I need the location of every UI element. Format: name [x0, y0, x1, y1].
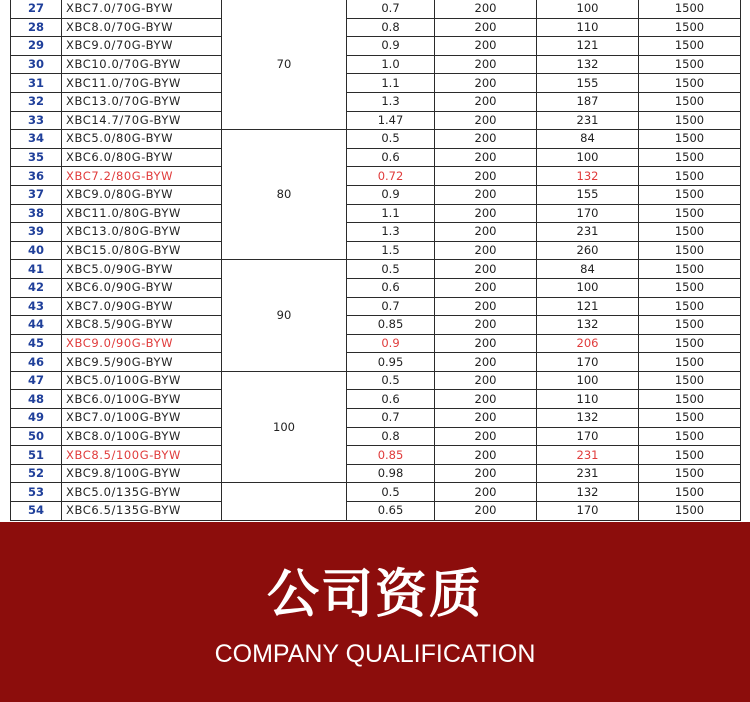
value-a-cell: 200 — [435, 74, 537, 93]
row-number-cell: 45 — [11, 334, 62, 353]
table-row — [11, 0, 741, 18]
value-c-cell: 1500 — [639, 148, 741, 167]
table-row — [11, 371, 741, 390]
value-cell: 1.5 — [347, 241, 435, 260]
value-a-cell: 200 — [435, 130, 537, 149]
value-c-cell: 1500 — [639, 18, 741, 37]
value-c-cell: 1500 — [639, 446, 741, 465]
value-cell: 0.7 — [347, 0, 435, 18]
row-number-cell: 41 — [11, 260, 62, 279]
row-number-cell: 30 — [11, 55, 62, 74]
table-row — [11, 353, 741, 372]
model-cell: XBC5.0/135G-BYW — [62, 483, 222, 502]
group-cell: 80 — [222, 130, 347, 260]
table-row — [11, 204, 741, 223]
table-row — [11, 37, 741, 56]
model-cell: XBC8.0/70G-BYW — [62, 18, 222, 37]
row-number-cell: 28 — [11, 18, 62, 37]
model-cell: XBC14.7/70G-BYW — [62, 111, 222, 130]
value-b-cell: 231 — [537, 446, 639, 465]
table-row — [11, 278, 741, 297]
value-cell: 1.47 — [347, 111, 435, 130]
value-cell: 0.65 — [347, 502, 435, 521]
value-b-cell: 155 — [537, 185, 639, 204]
value-cell: 0.6 — [347, 390, 435, 409]
value-a-cell: 200 — [435, 167, 537, 186]
value-c-cell: 1500 — [639, 185, 741, 204]
value-cell: 0.5 — [347, 130, 435, 149]
banner-title: 公司资质 — [266, 565, 483, 625]
value-a-cell: 200 — [435, 502, 537, 521]
value-b-cell: 132 — [537, 167, 639, 186]
group-cell: 90 — [222, 260, 347, 372]
table-row — [11, 446, 741, 465]
model-cell: XBC8.5/100G-BYW — [62, 446, 222, 465]
row-number-cell: 33 — [11, 111, 62, 130]
row-number-cell: 37 — [11, 185, 62, 204]
table-row — [11, 316, 741, 335]
table-row — [11, 111, 741, 130]
value-c-cell: 1500 — [639, 390, 741, 409]
value-a-cell: 200 — [435, 148, 537, 167]
value-a-cell: 200 — [435, 185, 537, 204]
spec-table-body — [11, 0, 741, 520]
row-number-cell: 50 — [11, 427, 62, 446]
model-cell: XBC11.0/80G-BYW — [62, 204, 222, 223]
model-cell: XBC7.2/80G-BYW — [62, 167, 222, 186]
table-row — [11, 427, 741, 446]
row-number-cell: 54 — [11, 502, 62, 521]
row-number-cell: 40 — [11, 241, 62, 260]
value-c-cell: 1500 — [639, 167, 741, 186]
row-number-cell: 48 — [11, 390, 62, 409]
model-cell: XBC13.0/80G-BYW — [62, 223, 222, 242]
value-cell: 0.85 — [347, 316, 435, 335]
value-a-cell: 200 — [435, 297, 537, 316]
value-c-cell: 1500 — [639, 464, 741, 483]
value-a-cell: 200 — [435, 316, 537, 335]
table-row — [11, 92, 741, 111]
value-c-cell: 1500 — [639, 0, 741, 18]
value-c-cell: 1500 — [639, 260, 741, 279]
table-row — [11, 409, 741, 428]
model-cell: XBC8.5/90G-BYW — [62, 316, 222, 335]
value-c-cell: 1500 — [639, 130, 741, 149]
value-b-cell: 100 — [537, 0, 639, 18]
spec-table — [10, 0, 741, 521]
value-cell: 0.9 — [347, 334, 435, 353]
value-b-cell: 121 — [537, 37, 639, 56]
value-cell: 0.6 — [347, 278, 435, 297]
value-a-cell: 200 — [435, 223, 537, 242]
row-number-cell: 31 — [11, 74, 62, 93]
table-row — [11, 260, 741, 279]
model-cell: XBC5.0/80G-BYW — [62, 130, 222, 149]
value-b-cell: 132 — [537, 483, 639, 502]
value-a-cell: 200 — [435, 18, 537, 37]
value-b-cell: 100 — [537, 278, 639, 297]
row-number-cell: 27 — [11, 0, 62, 18]
value-c-cell: 1500 — [639, 204, 741, 223]
model-cell: XBC11.0/70G-BYW — [62, 74, 222, 93]
model-cell: XBC10.0/70G-BYW — [62, 55, 222, 74]
table-row — [11, 297, 741, 316]
row-number-cell: 34 — [11, 130, 62, 149]
value-b-cell: 231 — [537, 111, 639, 130]
row-number-cell: 38 — [11, 204, 62, 223]
table-row — [11, 74, 741, 93]
value-b-cell: 132 — [537, 316, 639, 335]
value-b-cell: 84 — [537, 130, 639, 149]
value-c-cell: 1500 — [639, 223, 741, 242]
value-b-cell: 260 — [537, 241, 639, 260]
value-cell: 0.8 — [347, 18, 435, 37]
value-cell: 0.8 — [347, 427, 435, 446]
value-a-cell: 200 — [435, 204, 537, 223]
value-cell: 1.3 — [347, 223, 435, 242]
value-c-cell: 1500 — [639, 483, 741, 502]
table-row — [11, 390, 741, 409]
value-b-cell: 121 — [537, 297, 639, 316]
value-a-cell: 200 — [435, 241, 537, 260]
model-cell: XBC9.0/80G-BYW — [62, 185, 222, 204]
value-cell: 0.9 — [347, 37, 435, 56]
model-cell: XBC8.0/100G-BYW — [62, 427, 222, 446]
value-a-cell: 200 — [435, 278, 537, 297]
value-cell: 0.85 — [347, 446, 435, 465]
row-number-cell: 49 — [11, 409, 62, 428]
value-cell: 1.0 — [347, 55, 435, 74]
value-c-cell: 1500 — [639, 427, 741, 446]
value-cell: 0.5 — [347, 483, 435, 502]
value-b-cell: 100 — [537, 148, 639, 167]
value-a-cell: 200 — [435, 111, 537, 130]
row-number-cell: 35 — [11, 148, 62, 167]
model-cell: XBC5.0/100G-BYW — [62, 371, 222, 390]
value-b-cell: 170 — [537, 502, 639, 521]
group-cell: 100 — [222, 371, 347, 483]
value-b-cell: 170 — [537, 427, 639, 446]
model-cell: XBC6.0/80G-BYW — [62, 148, 222, 167]
value-cell: 1.1 — [347, 204, 435, 223]
model-cell: XBC15.0/80G-BYW — [62, 241, 222, 260]
value-c-cell: 1500 — [639, 371, 741, 390]
value-b-cell: 132 — [537, 409, 639, 428]
table-row — [11, 167, 741, 186]
model-cell: XBC9.0/90G-BYW — [62, 334, 222, 353]
group-cell: 70 — [222, 0, 347, 130]
value-cell: 0.5 — [347, 260, 435, 279]
row-number-cell: 29 — [11, 37, 62, 56]
value-a-cell: 200 — [435, 92, 537, 111]
value-cell: 0.95 — [347, 353, 435, 372]
value-c-cell: 1500 — [639, 55, 741, 74]
value-b-cell: 170 — [537, 204, 639, 223]
value-cell: 1.3 — [347, 92, 435, 111]
value-c-cell: 1500 — [639, 409, 741, 428]
model-cell: XBC9.5/90G-BYW — [62, 353, 222, 372]
value-c-cell: 1500 — [639, 92, 741, 111]
model-cell: XBC7.0/100G-BYW — [62, 409, 222, 428]
value-cell: 0.7 — [347, 409, 435, 428]
row-number-cell: 46 — [11, 353, 62, 372]
value-a-cell: 200 — [435, 371, 537, 390]
value-c-cell: 1500 — [639, 334, 741, 353]
table-row — [11, 18, 741, 37]
row-number-cell: 52 — [11, 464, 62, 483]
table-row — [11, 148, 741, 167]
value-c-cell: 1500 — [639, 278, 741, 297]
value-a-cell: 200 — [435, 446, 537, 465]
value-c-cell: 1500 — [639, 37, 741, 56]
value-a-cell: 200 — [435, 55, 537, 74]
table-row — [11, 241, 741, 260]
section-banner — [0, 522, 750, 702]
value-c-cell: 1500 — [639, 502, 741, 521]
value-cell: 1.1 — [347, 74, 435, 93]
value-cell: 0.72 — [347, 167, 435, 186]
table-row — [11, 223, 741, 242]
value-cell: 0.98 — [347, 464, 435, 483]
value-b-cell: 110 — [537, 390, 639, 409]
value-b-cell: 170 — [537, 353, 639, 372]
value-a-cell: 200 — [435, 37, 537, 56]
value-b-cell: 155 — [537, 74, 639, 93]
model-cell: XBC9.8/100G-BYW — [62, 464, 222, 483]
model-cell: XBC13.0/70G-BYW — [62, 92, 222, 111]
value-c-cell: 1500 — [639, 316, 741, 335]
row-number-cell: 42 — [11, 278, 62, 297]
value-c-cell: 1500 — [639, 297, 741, 316]
value-a-cell: 200 — [435, 409, 537, 428]
value-cell: 0.5 — [347, 371, 435, 390]
value-cell: 0.9 — [347, 185, 435, 204]
table-row — [11, 185, 741, 204]
value-a-cell: 200 — [435, 260, 537, 279]
value-a-cell: 200 — [435, 390, 537, 409]
group-cell — [222, 483, 347, 520]
value-c-cell: 1500 — [639, 111, 741, 130]
banner-subtitle: COMPANY QUALIFICATION — [214, 640, 536, 668]
value-b-cell: 110 — [537, 18, 639, 37]
value-b-cell: 100 — [537, 371, 639, 390]
value-b-cell: 206 — [537, 334, 639, 353]
value-a-cell: 200 — [435, 353, 537, 372]
row-number-cell: 39 — [11, 223, 62, 242]
model-cell: XBC7.0/70G-BYW — [62, 0, 222, 18]
row-number-cell: 47 — [11, 371, 62, 390]
model-cell: XBC7.0/90G-BYW — [62, 297, 222, 316]
table-row — [11, 130, 741, 149]
table-row — [11, 464, 741, 483]
value-c-cell: 1500 — [639, 353, 741, 372]
model-cell: XBC6.0/100G-BYW — [62, 390, 222, 409]
value-a-cell: 200 — [435, 0, 537, 18]
model-cell: XBC6.5/135G-BYW — [62, 502, 222, 521]
value-cell: 0.7 — [347, 297, 435, 316]
value-a-cell: 200 — [435, 464, 537, 483]
value-b-cell: 187 — [537, 92, 639, 111]
row-number-cell: 44 — [11, 316, 62, 335]
value-c-cell: 1500 — [639, 241, 741, 260]
model-cell: XBC5.0/90G-BYW — [62, 260, 222, 279]
table-row — [11, 483, 741, 502]
value-b-cell: 132 — [537, 55, 639, 74]
table-row — [11, 55, 741, 74]
row-number-cell: 43 — [11, 297, 62, 316]
value-a-cell: 200 — [435, 483, 537, 502]
table-row — [11, 334, 741, 353]
row-number-cell: 32 — [11, 92, 62, 111]
value-c-cell: 1500 — [639, 74, 741, 93]
value-a-cell: 200 — [435, 334, 537, 353]
value-cell: 0.6 — [347, 148, 435, 167]
table-row — [11, 502, 741, 521]
value-b-cell: 231 — [537, 223, 639, 242]
row-number-cell: 51 — [11, 446, 62, 465]
row-number-cell: 36 — [11, 167, 62, 186]
value-a-cell: 200 — [435, 427, 537, 446]
value-b-cell: 231 — [537, 464, 639, 483]
model-cell: XBC9.0/70G-BYW — [62, 37, 222, 56]
row-number-cell: 53 — [11, 483, 62, 502]
model-cell: XBC6.0/90G-BYW — [62, 278, 222, 297]
value-b-cell: 84 — [537, 260, 639, 279]
